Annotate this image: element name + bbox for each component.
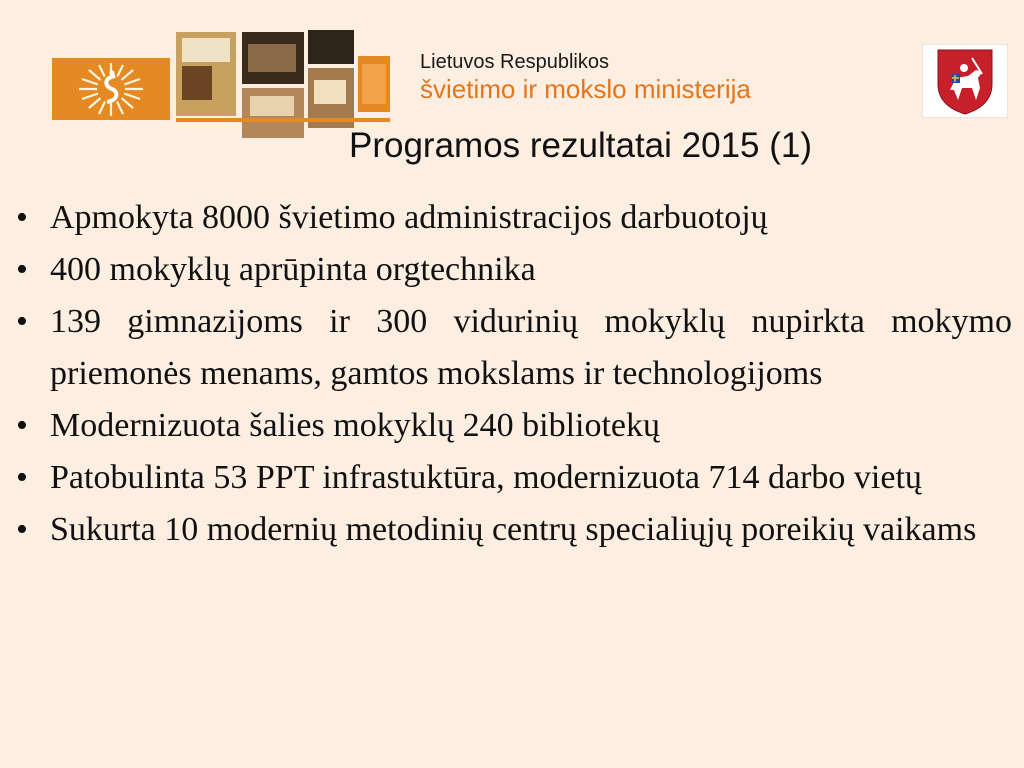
- list-item: [14, 244, 1012, 296]
- list-item: [14, 296, 1012, 400]
- bullet-text: Modernizuota šalies mokyklų 240 bibliotekų: [50, 407, 661, 444]
- bullet-text: Patobulinta 53 PPT infrastuktūra, modernizuota 714 darbo vietų: [50, 459, 922, 496]
- bullet-text: Apmokyta 8000 švietimo administracijos darbuotojų: [50, 199, 768, 236]
- ministry-sun-logo-icon: [52, 58, 170, 120]
- bullet-icon: •: [16, 511, 28, 548]
- list-item: [14, 400, 1012, 452]
- ministry-name-line1: Lietuvos Respublikos: [420, 51, 609, 73]
- vytis-coat-of-arms-icon: [922, 44, 1008, 118]
- list-item: [14, 504, 1012, 556]
- bullet-icon: •: [16, 407, 28, 444]
- bullet-list: [14, 192, 1012, 556]
- slide-title: Programos rezultatai 2015 (1): [349, 126, 812, 165]
- bullet-text: 400 mokyklų aprūpinta orgtechnika: [50, 251, 536, 288]
- header-banner: [52, 30, 390, 138]
- bullet-icon: •: [16, 251, 28, 288]
- bullet-text: Sukurta 10 modernių metodinių centrų specialiųjų poreikių vaikams: [50, 511, 977, 548]
- list-item: [14, 452, 1012, 504]
- bullet-text: 139 gimnazijoms ir 300 vidurinių mokyklų nupirkta mokymo priemonės menams, gamtos mokslams ir technologijoms: [50, 303, 1012, 392]
- list-item: [14, 192, 1012, 244]
- ministry-name: [420, 50, 751, 104]
- bullet-icon: •: [16, 199, 28, 236]
- ministry-name-line2: švietimo ir mokslo ministerija: [420, 74, 751, 104]
- bullet-icon: •: [16, 459, 28, 496]
- bullet-icon: •: [16, 303, 28, 340]
